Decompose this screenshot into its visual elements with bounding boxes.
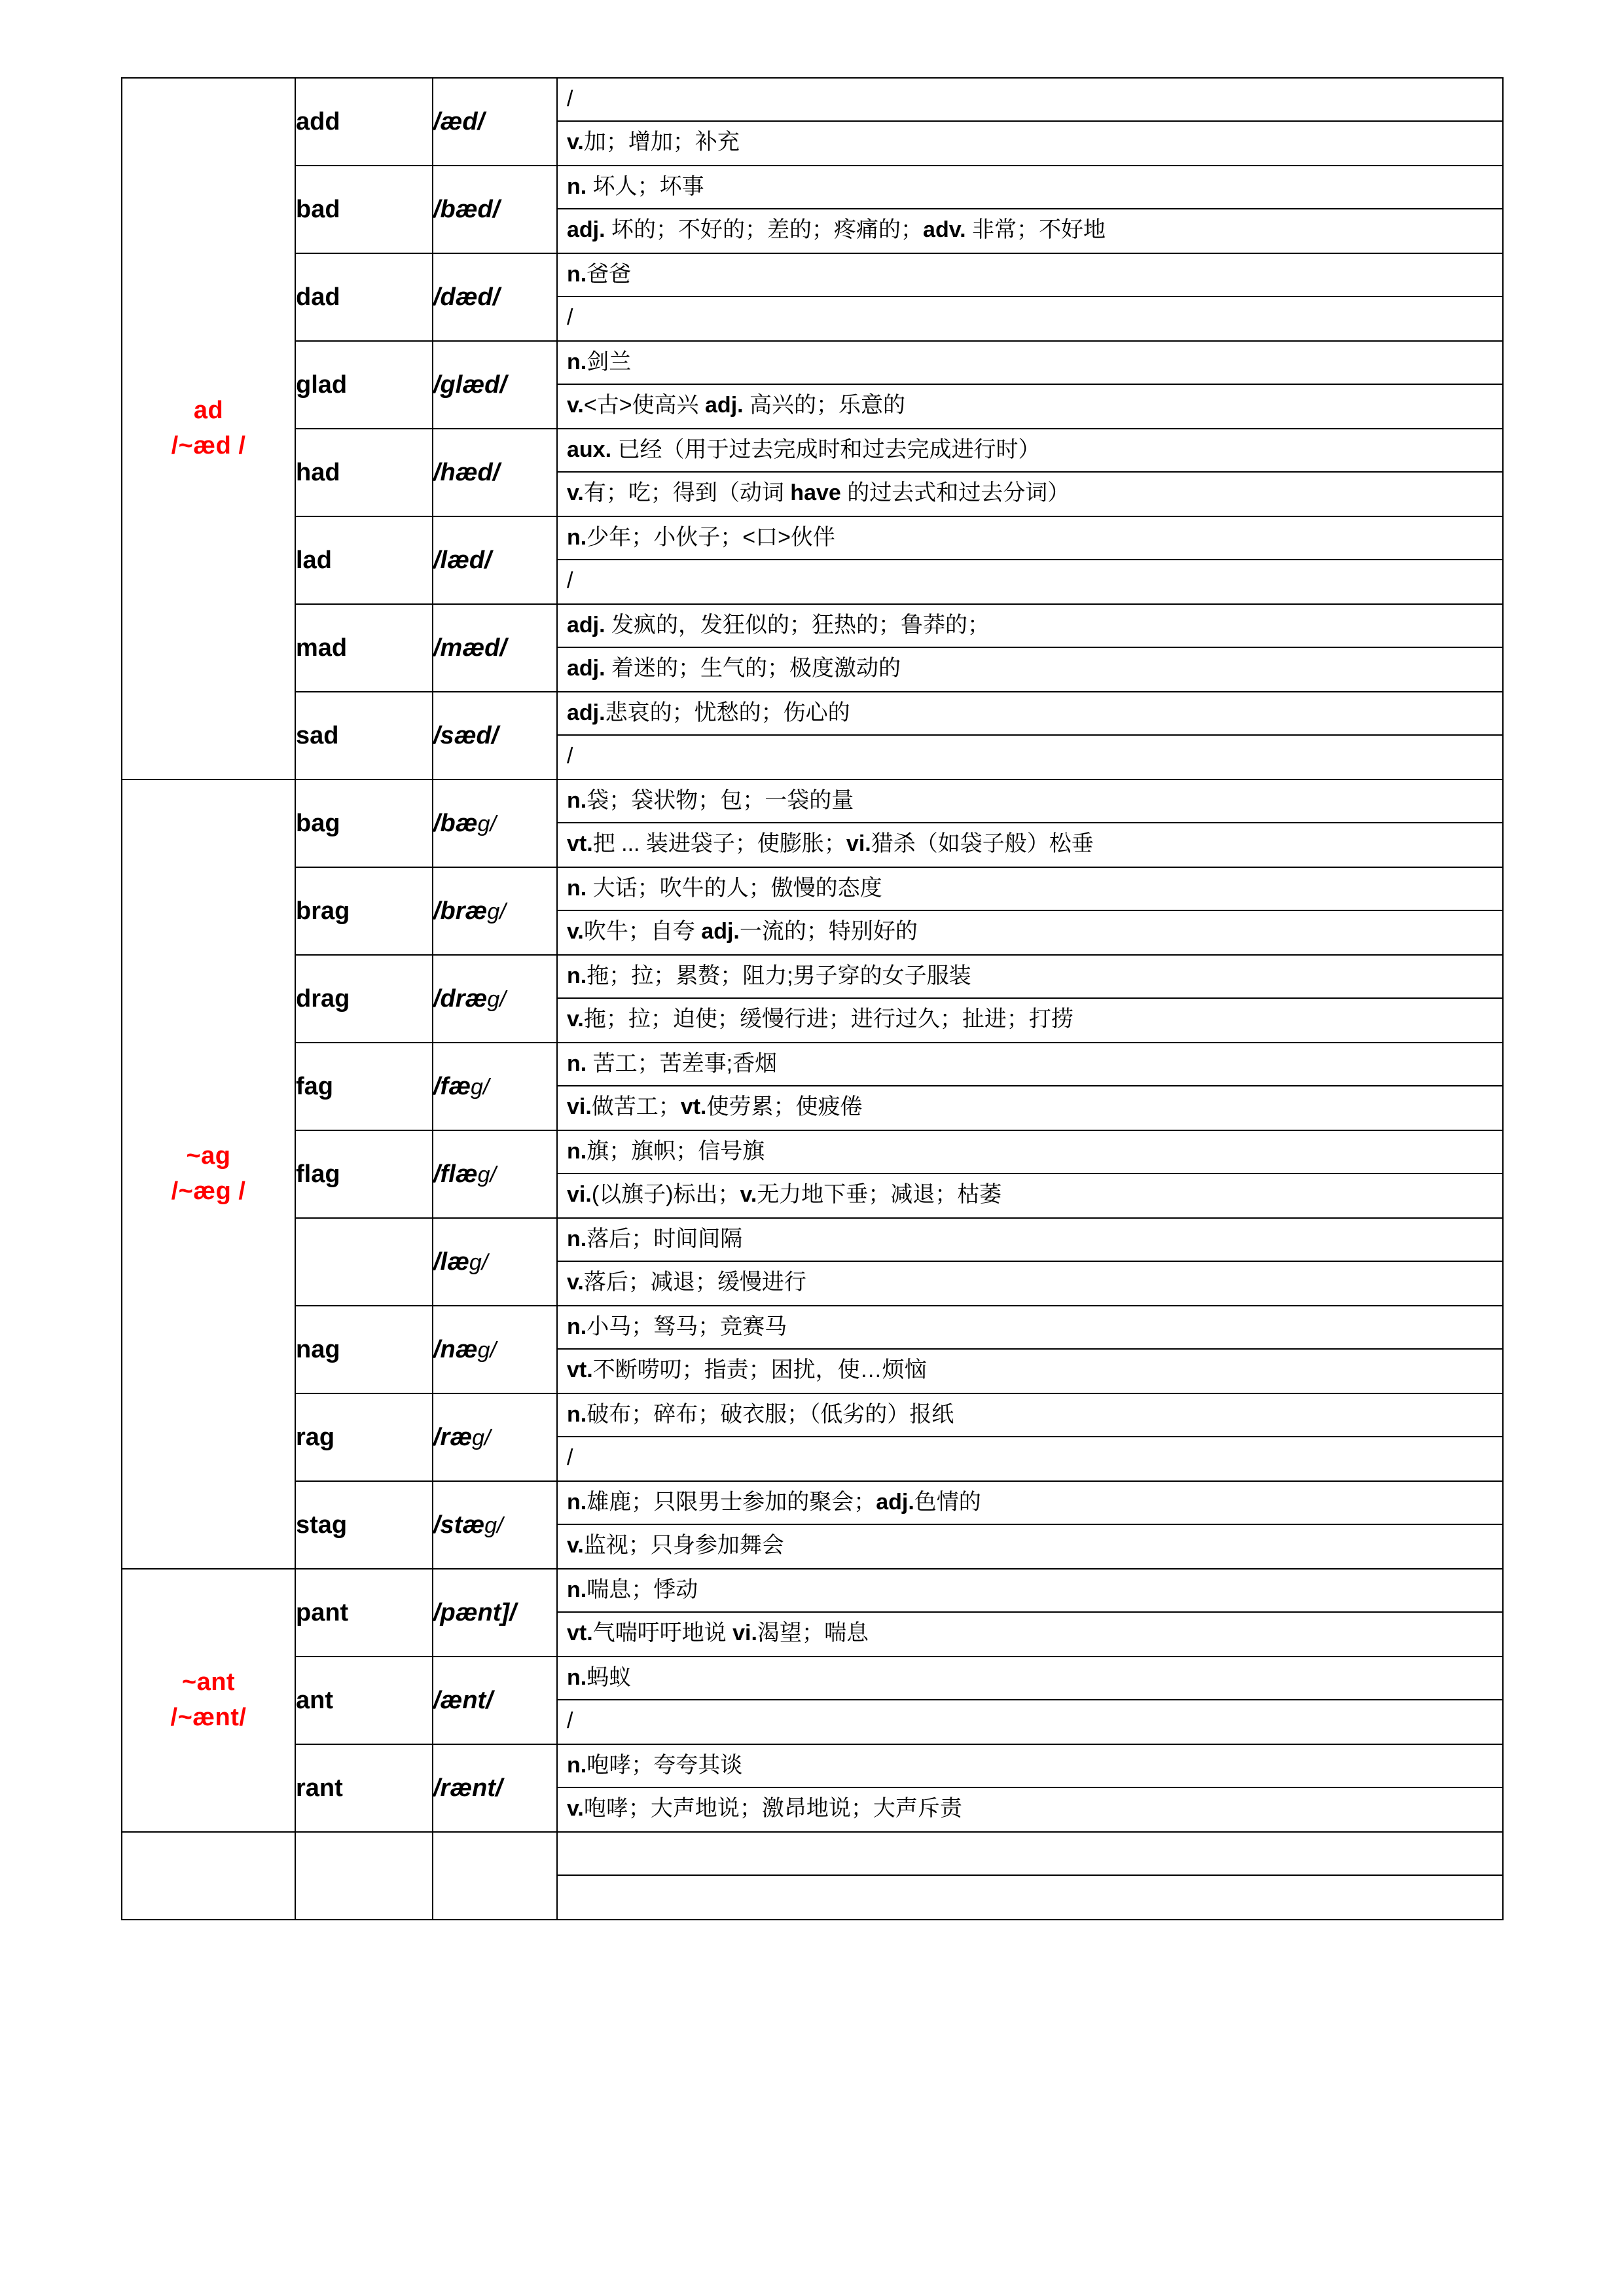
definition-line-verb: vi.做苦工；vt.使劳累；使疲倦: [567, 1094, 863, 1119]
definition-cell: [557, 780, 1503, 867]
word-cell: pant: [295, 1569, 433, 1657]
definition-lines: [558, 868, 1502, 954]
definition-line-noun: n.拖；拉；累赘；阻力;男子穿的女子服装: [558, 956, 1502, 999]
phonetic-cell: /bræg/: [433, 867, 557, 955]
word-cell: [295, 1832, 433, 1920]
phonetic-cell: /dæd/: [433, 253, 557, 341]
definition-line-verb: vt.把 ... 装进袋子；使膨胀；vi.猎杀（如袋子般）松垂: [567, 831, 1094, 856]
definition-line-noun: n.小马；驽马；竞赛马: [558, 1306, 1502, 1350]
word-cell: rag: [295, 1393, 433, 1481]
definition-cell: [557, 341, 1503, 429]
definition-line-verb: adj. 坏的；不好的；差的；疼痛的；adv. 非常；不好地: [567, 217, 1106, 242]
definition-line-verb: v.咆哮；大声地说；激昂地说；大声斥责: [567, 1796, 962, 1821]
definition-line-noun: n. 苦工；苦差事;香烟: [558, 1043, 1502, 1086]
definition-cell: [557, 253, 1503, 341]
phonetic-cell: /hæd/: [433, 429, 557, 516]
phonetic-cell: /rænt/: [433, 1744, 557, 1832]
definition-line-noun: /: [558, 79, 1502, 122]
word-cell: sad: [295, 692, 433, 780]
table-row: [122, 429, 1503, 516]
definition-cell: [557, 1130, 1503, 1218]
definition-line-noun: n. 大话；吹牛的人；傲慢的态度: [558, 868, 1502, 911]
word-cell: stag: [295, 1481, 433, 1569]
definition-lines: [558, 780, 1502, 867]
definition-line-verb: /: [567, 305, 573, 330]
phonetic-cell: /mæd/: [433, 604, 557, 692]
table-row: [122, 1657, 1503, 1744]
definition-cell: [557, 166, 1503, 253]
definition-cell: [557, 1569, 1503, 1657]
word-cell: nag: [295, 1306, 433, 1393]
word-cell: add: [295, 78, 433, 166]
definition-cell: [557, 1832, 1503, 1920]
table-row: [122, 780, 1503, 867]
phonetic-cell: /ænt/: [433, 1657, 557, 1744]
definition-cell: [557, 1218, 1503, 1306]
table-row: [122, 1393, 1503, 1481]
definition-line-verb: /: [567, 568, 573, 593]
phonetic-cell: /fæg/: [433, 1043, 557, 1130]
definition-lines: [558, 1043, 1502, 1130]
definition-line-noun: adj. 发疯的，发狂似的；狂热的；鲁莽的；: [558, 605, 1502, 648]
rhyme-group-label: ~ant: [181, 1668, 236, 1696]
definition-line-noun: n.蚂蚁: [558, 1657, 1502, 1700]
definition-lines: [558, 79, 1502, 165]
definition-cell: [557, 429, 1503, 516]
definition-lines: [558, 429, 1502, 516]
phonetic-cell: /æd/: [433, 78, 557, 166]
phonetic-cell: /ræg/: [433, 1393, 557, 1481]
definition-cell: [557, 516, 1503, 604]
definition-line-noun: n.爸爸: [558, 254, 1502, 297]
definition-line-noun: n.破布；碎布；破衣服；（低劣的）报纸: [558, 1394, 1502, 1437]
rhyme-group-cell: [122, 1832, 295, 1920]
definition-line-verb: v.有；吃；得到（动词 have 的过去式和过去分词）: [567, 480, 1070, 505]
table-row: [122, 1481, 1503, 1569]
table-row: [122, 1218, 1503, 1306]
table-row: [122, 955, 1503, 1043]
definition-line-noun: n.落后；时间间隔: [558, 1219, 1502, 1262]
table-row: [122, 1744, 1503, 1832]
phonetic-cell: /dræg/: [433, 955, 557, 1043]
table-row: [122, 1130, 1503, 1218]
table-row: [122, 166, 1503, 253]
definition-line-verb: /: [567, 1445, 573, 1470]
definition-line-verb: vt.不断唠叨；指责；困扰，使…烦恼: [567, 1357, 927, 1382]
phonetic-cell: /bæg/: [433, 780, 557, 867]
definition-lines: [558, 1570, 1502, 1656]
definition-line-verb: v.吹牛；自夸 adj.一流的；特别好的: [567, 919, 918, 944]
word-cell: glad: [295, 341, 433, 429]
table-row: [122, 341, 1503, 429]
definition-lines: [558, 254, 1502, 340]
word-cell: [295, 1218, 433, 1306]
definition-cell: [557, 1657, 1503, 1744]
phonetic-cell: /bæd/: [433, 166, 557, 253]
phonetic-cell: [433, 1832, 557, 1920]
rhyme-group-phonetic: /~ænt/: [170, 1704, 247, 1731]
definition-line-verb: v.加；增加；补充: [567, 130, 740, 154]
phonetic-cell: /flæg/: [433, 1130, 557, 1218]
rhyme-group-label: ad: [193, 397, 224, 425]
phonetic-cell: /stæg/: [433, 1481, 557, 1569]
word-cell: brag: [295, 867, 433, 955]
rhyme-group-phonetic: /~æd /: [171, 432, 246, 459]
rhyme-group-cell: [122, 780, 295, 1569]
phonetic-cell: /pænt]/: [433, 1569, 557, 1657]
definition-line-verb: vt.气喘吁吁地说 vi.渴望；喘息: [567, 1621, 869, 1645]
word-cell: bad: [295, 166, 433, 253]
definition-lines: [558, 1394, 1502, 1480]
definition-line-verb: /: [567, 1708, 573, 1733]
rhyme-group-label: ~ag: [186, 1142, 231, 1170]
definition-line-verb: v.拖；拉；迫使；缓慢行进；进行过久；扯进；打捞: [567, 1007, 1074, 1031]
word-cell: bag: [295, 780, 433, 867]
table-row: [122, 692, 1503, 780]
phonetic-cell: /læd/: [433, 516, 557, 604]
definition-lines: [558, 1833, 1502, 1919]
definition-lines: [558, 1657, 1502, 1744]
definition-lines: [558, 1306, 1502, 1393]
definition-lines: [558, 1745, 1502, 1831]
definition-line-noun: adj.悲哀的；忧愁的；伤心的: [558, 692, 1502, 736]
definition-line-verb: [558, 1876, 1502, 1919]
definition-line-noun: n.雄鹿；只限男士参加的聚会；adj.色情的: [558, 1482, 1502, 1525]
word-cell: rant: [295, 1744, 433, 1832]
table-row: [122, 78, 1503, 166]
definition-cell: [557, 1744, 1503, 1832]
definition-cell: [557, 867, 1503, 955]
definition-cell: [557, 1306, 1503, 1393]
definition-line-noun: n.旗；旗帜；信号旗: [558, 1131, 1502, 1174]
word-cell: drag: [295, 955, 433, 1043]
table-row: [122, 604, 1503, 692]
word-cell: ant: [295, 1657, 433, 1744]
table-row: [122, 516, 1503, 604]
phonetic-cell: /glæd/: [433, 341, 557, 429]
definition-line-noun: n.喘息；悸动: [558, 1570, 1502, 1613]
definition-lines: [558, 1482, 1502, 1568]
definition-cell: [557, 955, 1503, 1043]
phonetic-cell: /næg/: [433, 1306, 557, 1393]
word-cell: fag: [295, 1043, 433, 1130]
table-row: [122, 253, 1503, 341]
definition-line-noun: aux. 已经（用于过去完成时和过去完成进行时）: [558, 429, 1502, 473]
definition-line-verb: /: [567, 744, 573, 768]
rhyme-group-phonetic: /~æg /: [171, 1177, 246, 1205]
definition-cell: [557, 1481, 1503, 1569]
definition-lines: [558, 166, 1502, 253]
table-row: [122, 1306, 1503, 1393]
table-row: [122, 867, 1503, 955]
definition-lines: [558, 1131, 1502, 1217]
definition-cell: [557, 1043, 1503, 1130]
definition-lines: [558, 342, 1502, 428]
definition-line-noun: [558, 1833, 1502, 1876]
definition-lines: [558, 1219, 1502, 1305]
word-cell: lad: [295, 516, 433, 604]
definition-line-verb: adj. 着迷的；生气的；极度激动的: [567, 656, 901, 681]
definition-lines: [558, 692, 1502, 779]
definition-line-verb: v.<古>使高兴 adj. 高兴的；乐意的: [567, 393, 906, 418]
word-cell: dad: [295, 253, 433, 341]
definition-line-verb: v.落后；减退；缓慢进行: [567, 1270, 806, 1295]
table-row: [122, 1832, 1503, 1920]
phonetic-cell: /læg/: [433, 1218, 557, 1306]
rhyme-group-cell: [122, 78, 295, 780]
rhyme-group-cell: [122, 1569, 295, 1832]
definition-line-noun: n. 坏人；坏事: [558, 166, 1502, 209]
definition-cell: [557, 604, 1503, 692]
definition-cell: [557, 1393, 1503, 1481]
definition-line-noun: n.袋；袋状物；包；一袋的量: [558, 780, 1502, 823]
definition-line-noun: n.剑兰: [558, 342, 1502, 385]
table-row: [122, 1569, 1503, 1657]
definition-lines: [558, 517, 1502, 603]
table-row: [122, 1043, 1503, 1130]
word-cell: flag: [295, 1130, 433, 1218]
word-cell: mad: [295, 604, 433, 692]
vocabulary-table: [121, 77, 1504, 1920]
definition-line-verb: v.监视；只身参加舞会: [567, 1533, 784, 1558]
word-cell: had: [295, 429, 433, 516]
definition-lines: [558, 605, 1502, 691]
definition-cell: [557, 78, 1503, 166]
definition-line-noun: n.少年；小伙子；<口>伙伴: [558, 517, 1502, 560]
definition-line-verb: vi.(以旗子)标出；v.无力地下垂；减退；枯萎: [567, 1182, 1002, 1207]
definition-lines: [558, 956, 1502, 1042]
phonetic-cell: /sæd/: [433, 692, 557, 780]
definition-line-noun: n.咆哮；夸夸其谈: [558, 1745, 1502, 1788]
definition-cell: [557, 692, 1503, 780]
